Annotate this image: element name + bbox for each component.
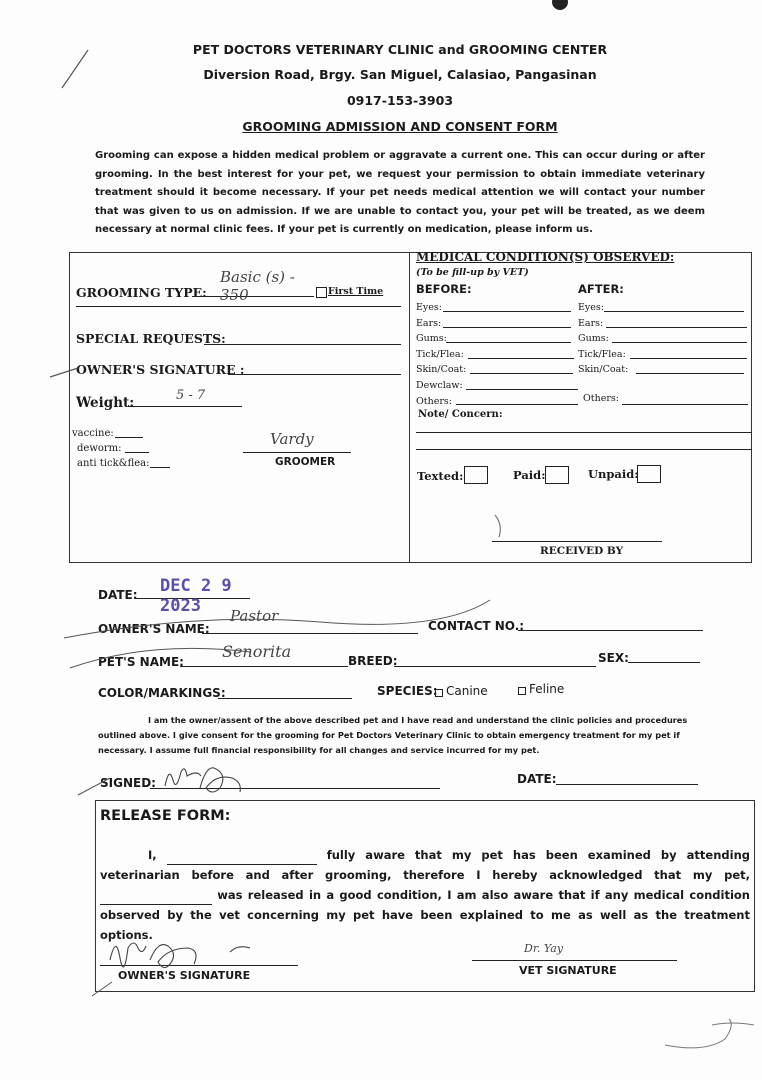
received-by-label: RECEIVED BY: [540, 545, 624, 557]
pet-name-value: Senorita: [222, 642, 292, 661]
after-skin-label: Skin/Coat:: [578, 364, 629, 376]
before-tick-label: Tick/Flea:: [416, 348, 464, 360]
top-edge-mark: [552, 0, 568, 10]
after-others-label: Others:: [583, 393, 619, 404]
before-label: BEFORE:: [416, 282, 472, 296]
signed-signature: [165, 768, 240, 792]
release-i-label: I,: [148, 848, 157, 862]
unpaid-label: Unpaid:: [588, 467, 639, 481]
groomer-name: Vardy: [270, 430, 314, 448]
color-label: COLOR/MARKINGS:: [98, 686, 226, 700]
release-text-1: fully aware that my pet has been examined by attending veterinarian before and after grooming, therefore I hereby acknowledged that my pet,: [100, 848, 750, 882]
release-owner-signature: [110, 943, 250, 968]
date-label: DATE:: [98, 588, 138, 602]
vet-signature-value: Dr. Yay: [524, 942, 564, 955]
deworm-label: deworm:: [77, 443, 122, 454]
after-gums-label: Gums:: [578, 333, 609, 345]
before-eyes-label: Eyes:: [416, 302, 442, 313]
first-time-label: First Time: [328, 286, 384, 297]
signed-date-label: DATE:: [517, 772, 557, 786]
medical-title: MEDICAL CONDITION(S) OBSERVED:: [416, 250, 675, 264]
vet-signature-label: VET SIGNATURE: [519, 964, 617, 977]
owner-signature-label: OWNER'S SIGNATURE :: [76, 362, 245, 377]
release-title: RELEASE FORM:: [100, 808, 231, 824]
owner-name-label: OWNER'S NAME:: [98, 622, 210, 636]
after-eyes-label: Eyes:: [578, 302, 604, 313]
weight-value: 5 - 7: [176, 388, 206, 403]
after-label: AFTER:: [578, 282, 624, 296]
before-ears-label: Ears:: [416, 317, 442, 329]
after-ears-label: Ears:: [578, 317, 604, 329]
corner-scribble: [665, 1019, 754, 1048]
species-label: SPECIES:: [377, 684, 438, 698]
grooming-type-label: GROOMING TYPE:: [76, 285, 207, 300]
consent-paragraph: I am the owner/assent of the above described pet and I have read and understand the clinic policies and procedures outlined above. I give consent for the grooming for Pet Doctors Veterinary Clinic to obtain emergency treatment for my pet if necessary. I assume full financial responsibility for all changes and service incurred for my pet.: [98, 715, 688, 755]
owner-name-value: Pastor: [230, 607, 279, 625]
pet-name-label: PET'S NAME:: [98, 655, 184, 669]
form-title: GROOMING ADMISSION AND CONSENT FORM: [242, 119, 558, 134]
corner-mark: [62, 50, 88, 88]
sex-label: SEX:: [598, 651, 629, 665]
received-by-mark: [495, 515, 500, 537]
release-owner-signature-label: OWNER'S SIGNATURE: [118, 969, 251, 982]
release-mark: [92, 982, 112, 996]
date-stamp: DEC 2 9 2023: [160, 576, 232, 616]
medical-subtitle: (To be fill-up by VET): [416, 267, 529, 278]
special-requests-label: SPECIAL REQUESTS:: [76, 331, 226, 346]
paid-label: Paid:: [513, 468, 546, 482]
after-tick-label: Tick/Flea:: [578, 348, 626, 360]
note-label: Note/ Concern:: [418, 409, 503, 420]
intro-paragraph: Grooming can expose a hidden medical problem or aggravate a current one. This can occur during or after grooming. In the best interest for your pet, we request your permission to obtain immediate veterinary treatment should it become necessary. If your pet needs medical attention we will contact your number that was given to us on admission. If we are unable to contact you, your pet will be treated, as we deem necessary at normal clinic fees. If your pet is currently on medication, please inform us.: [95, 150, 705, 235]
before-skin-label: Skin/Coat:: [416, 364, 467, 376]
clinic-address: Diversion Road, Brgy. San Miguel, Calasiao, Pangasinan: [203, 67, 597, 82]
feline-label: Feline: [529, 682, 565, 696]
before-others-label: Others:: [416, 395, 452, 407]
vaccine-label: vaccine:: [72, 428, 114, 439]
pet-name-stroke: [70, 648, 250, 668]
breed-label: BREED:: [348, 654, 398, 668]
before-dewclaw-label: Dewclaw:: [416, 379, 463, 391]
groomer-label: GROOMER: [275, 456, 336, 468]
texted-label: Texted:: [417, 469, 464, 483]
clinic-phone: 0917-153-3903: [346, 93, 454, 108]
owner-sig-mark: [50, 368, 78, 377]
clinic-name: PET DOCTORS VETERINARY CLINIC and GROOMING CENTER: [192, 42, 608, 57]
contact-label: CONTACT NO.:: [428, 619, 525, 633]
owner-name-stroke: [64, 600, 490, 638]
canine-label: Canine: [446, 684, 488, 698]
weight-label: Weight:: [76, 395, 135, 411]
anti-tick-label: anti tick&flea:: [77, 458, 150, 469]
before-gums-label: Gums:: [416, 333, 447, 345]
signed-label: SIGNED:: [100, 776, 156, 790]
release-text-2: was released in a good condition, I am also aware that if any medical condition observed by the vet concerning my pet have been explained to me as well as the treatment options.: [100, 888, 750, 942]
signed-mark: [78, 778, 110, 795]
grooming-type-value: Basic (s) - 350: [220, 268, 295, 304]
